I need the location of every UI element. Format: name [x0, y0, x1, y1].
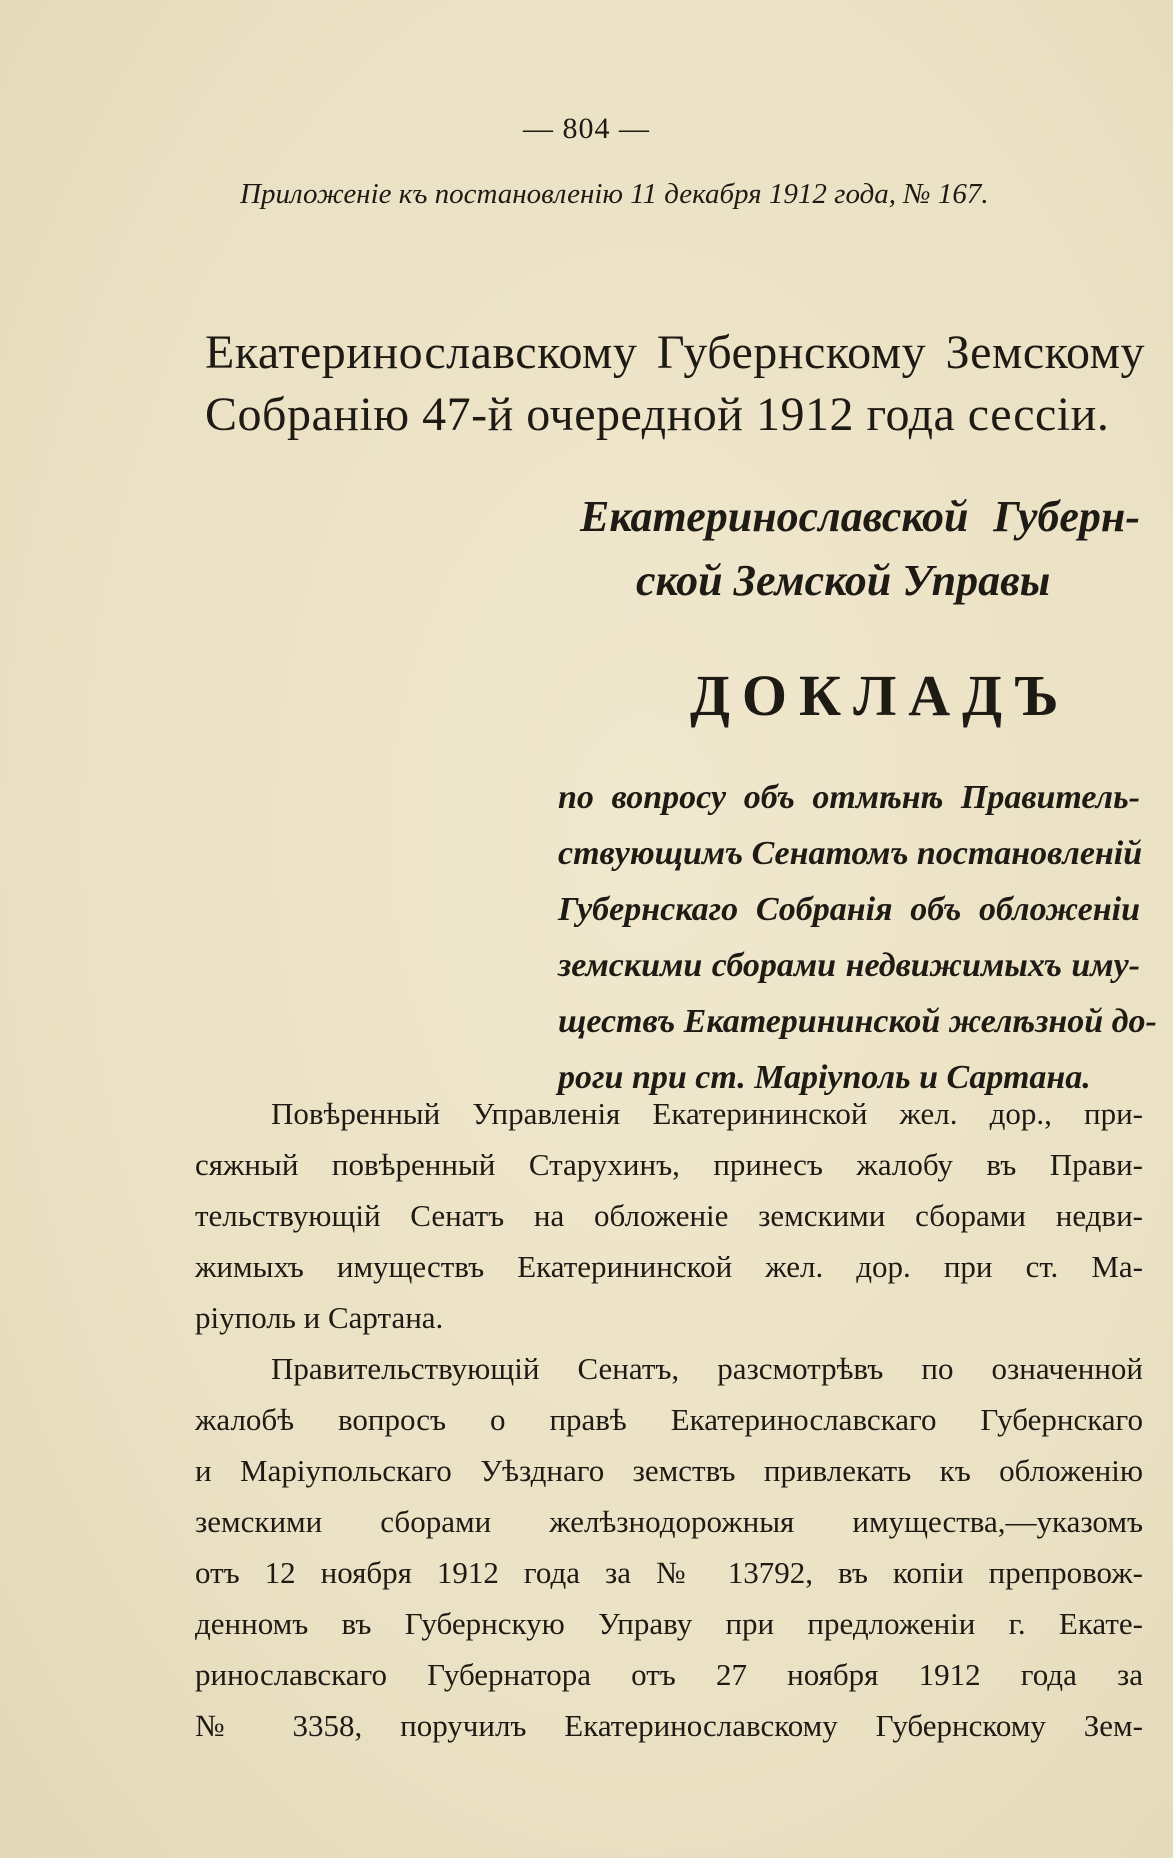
- paragraph-1-line: Повѣренный Управленія Екатерининской жел. дор., при-: [271, 1096, 1143, 1131]
- paragraph-2-line: № 3358, поручилъ Екатеринославскому Губернскому Зем-: [195, 1708, 1143, 1743]
- subject-line: Губернскаго Собранія объ обложеніи: [558, 891, 1140, 928]
- report-title: ДОКЛАДЪ: [690, 663, 1071, 728]
- paragraph-1-line: тельствующій Сенатъ на обложеніе земскими сборами недви-: [195, 1198, 1143, 1233]
- issuer-line-1: Екатеринославской Губерн-: [580, 492, 1140, 541]
- paragraph-2-line: земскими сборами желѣзнодорожныя имущества,—указомъ: [195, 1504, 1143, 1539]
- subject-line: ствующимъ Сенатомъ постановленій: [558, 835, 1143, 872]
- report-subject: [558, 770, 1157, 1106]
- paragraph-2-line: отъ 12 ноября 1912 года за № 13792, въ копіи препровож-: [195, 1555, 1143, 1590]
- appendix-note: Приложеніе къ постановленію 11 декабря 1912 года, № 167.: [240, 178, 989, 210]
- issuer-line-2: ской Земской Управы: [636, 556, 1051, 605]
- paragraph-2-line: жалобѣ вопросъ о правѣ Екатеринославскаго Губернскаго: [195, 1402, 1143, 1437]
- subject-line: земскими сборами недвижимыхъ иму-: [558, 947, 1140, 984]
- issuer-block: [580, 485, 1140, 613]
- paragraph-2-line: ринославскаго Губернатора отъ 27 ноября 1912 года за: [195, 1657, 1143, 1692]
- body-text: [195, 1088, 1143, 1751]
- page-number: — 804 —: [523, 112, 650, 145]
- addressee-heading: [205, 322, 1145, 446]
- subject-line: по вопросу объ отмѣнѣ Правитель-: [558, 779, 1140, 816]
- paragraph-2-line: денномъ въ Губернскую Управу при предложеніи г. Екате-: [195, 1606, 1143, 1641]
- paragraph-1-line: жимыхъ имуществъ Екатерининской жел. дор. при ст. Ма-: [195, 1249, 1143, 1284]
- heading-line-2: Собранію 47-й очередной 1912 года сессіи.: [205, 388, 1110, 441]
- subject-line: роги при ст. Маріуполь и Сартана.: [558, 1059, 1091, 1096]
- paragraph-2-line: Правительствующій Сенатъ, разсмотрѣвъ по означенной: [271, 1351, 1143, 1386]
- subject-line: ществъ Екатерининской желѣзной до-: [558, 1003, 1157, 1040]
- heading-line-1: Екатеринославскому Губернскому Земскому: [205, 326, 1145, 379]
- paragraph-2-line: и Маріупольскаго Уѣзднаго земствъ привлекать къ обложенію: [195, 1453, 1143, 1488]
- paragraph-1-line: сяжный повѣренный Старухинъ, принесъ жалобу въ Прави-: [195, 1147, 1143, 1182]
- paragraph-1-line: ріуполь и Сартана.: [195, 1300, 444, 1335]
